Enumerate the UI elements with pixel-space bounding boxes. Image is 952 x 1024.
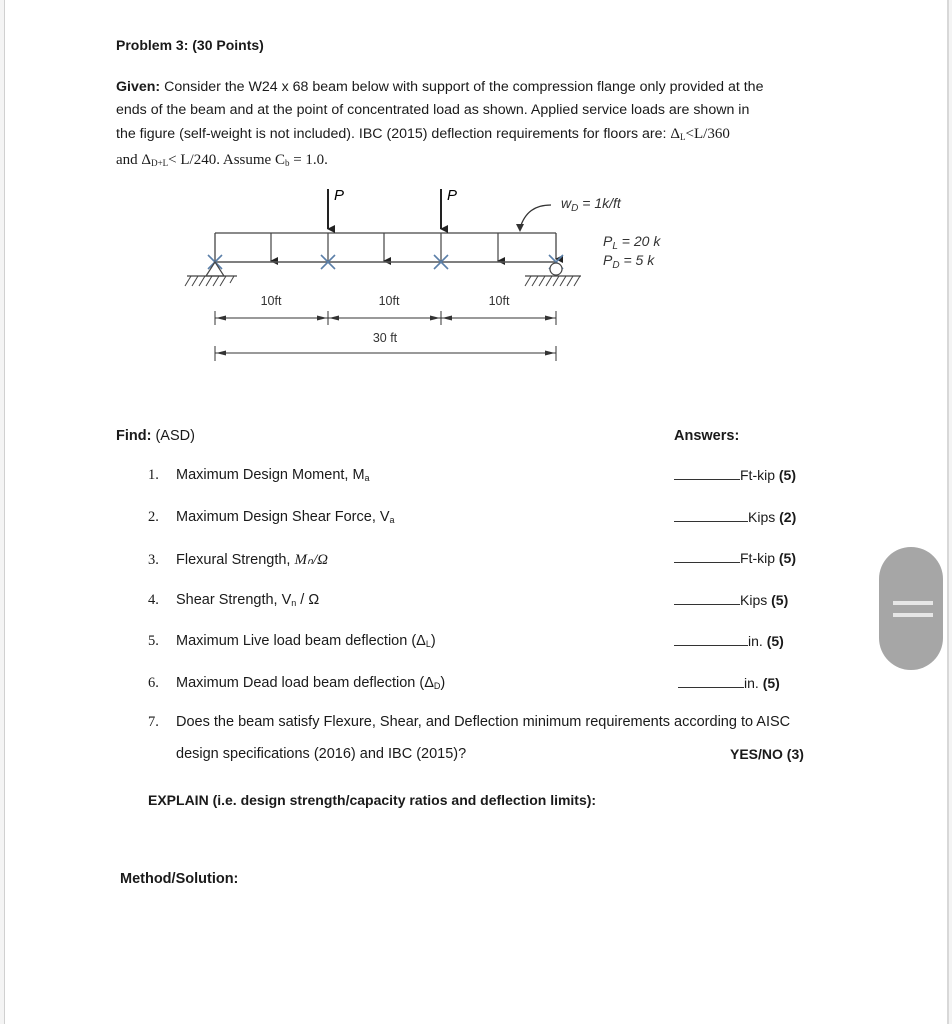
find-item-2: 2. Maximum Design Shear Force, $V_a$	[148, 509, 395, 525]
svg-text:10ft: 10ft	[488, 294, 510, 308]
svg-text:10ft: 10ft	[260, 294, 282, 308]
answer-blank-2[interactable]: Kips (2)	[674, 509, 796, 525]
svg-text:P: P	[447, 187, 458, 204]
live-deflection-limit: $\Delta_L<L/360$	[670, 125, 730, 142]
grip-line-icon	[893, 613, 933, 617]
find-item-7-line2: design specifications (2016) and IBC (2015)?	[176, 746, 467, 762]
grip-line-icon	[893, 601, 933, 605]
answers-heading: Answers:	[674, 428, 740, 444]
svg-text:wD = 1k/ft: $w_D = 1k/ft$	[561, 195, 621, 214]
find-item-7: 7. Does the beam satisfy Flexure, Shear, and Deflection minimum requirements according to AISC	[148, 714, 791, 730]
find-item-4: 4. Shear Strength, $V_n$ / Ω	[148, 592, 320, 608]
yes-no-answer[interactable]: YES/NO (3)	[730, 746, 804, 762]
beam-diagram	[171, 180, 701, 375]
answer-blank-3[interactable]: Ft-kip (5)	[674, 550, 796, 566]
roller-support	[550, 263, 562, 275]
method-solution-heading: Method/Solution:	[120, 871, 239, 887]
answer-blank-1[interactable]: Ft-kip (5)	[674, 467, 796, 483]
svg-text:10ft: 10ft	[378, 294, 400, 308]
find-item-1: 1. Maximum Design Moment, $M_a$	[148, 467, 370, 483]
answer-blank-6[interactable]: in. (5)	[678, 675, 780, 691]
answer-blank-4[interactable]: Kips (5)	[674, 592, 788, 608]
find-item-6: 6. Maximum Dead load beam deflection $(\Delta_D)$	[148, 675, 446, 691]
find-item-5: 5. Maximum Live load beam deflection $(\Delta_L)$	[148, 633, 436, 649]
given-paragraph: Given: Consider the W24 x 68 beam below with support of the compression flange only provided at the ends of the beam and at the point of concentrated load as shown. Applied service loads are shown in the figure (self-weight is not included). IBC (2015) deflection requirements for floors are: $\Delta_L<L/360$ and $\Delta_{D+L}< L/240$. Assume $C_b = 1.0$.	[116, 79, 764, 168]
document-page	[4, 0, 949, 1024]
scroll-handle[interactable]	[879, 547, 943, 670]
problem-title: Problem 3: (30 Points)	[116, 37, 264, 53]
svg-text:PD = 5 k: $P_D = 5$ k	[603, 252, 655, 271]
find-heading: Find: (ASD)	[116, 428, 195, 444]
explain-heading: EXPLAIN (i.e. design strength/capacity ratios and deflection limits):	[148, 792, 597, 808]
svg-text:PL = 20 k: $P_L = 20$ k	[603, 233, 661, 252]
total-deflection-limit: and $\Delta_{D+L}< L/240$. Assume $C_b = 1.0$.	[116, 151, 328, 168]
given-label: Given:	[116, 79, 161, 95]
svg-text:30 ft: 30 ft	[372, 331, 398, 345]
answer-blank-5[interactable]: in. (5)	[674, 633, 784, 649]
find-item-3: 3. Flexural Strength, Mₙ/Ω	[148, 552, 328, 568]
svg-text:P: P	[334, 187, 345, 204]
